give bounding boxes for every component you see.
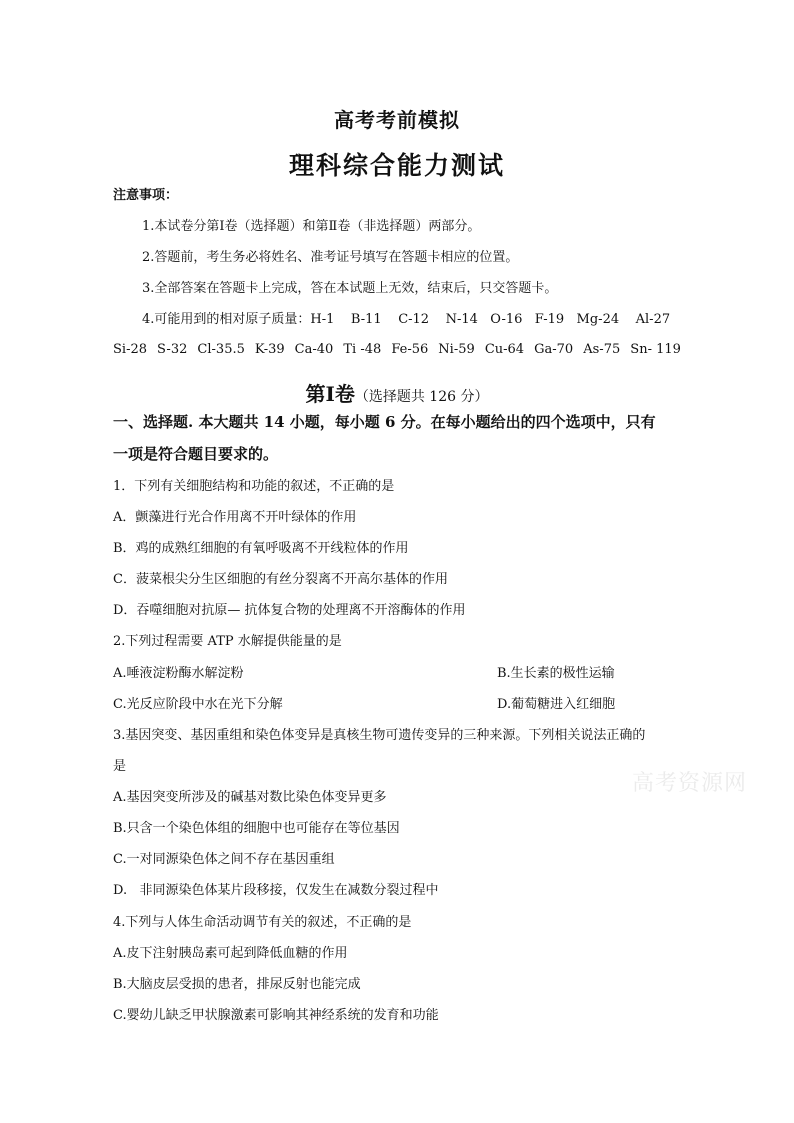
section-title [0,378,794,407]
atom-mass: As-75 [583,342,621,357]
notice-item-3: 3.全部答案在答题卡上完成，答在本试题上无效，结束后，只交答题卡。 [142,281,558,296]
q4-option-c: C.婴幼儿缺乏甲状腺激素可影响其神经系统的发育和功能 [113,1008,439,1023]
q1-option-b: B．鸡的成熟红细胞的有氧呼吸离不开线粒体的作用 [113,541,409,556]
q4-option-b: B.大脑皮层受损的患者，排尿反射也能完成 [113,977,361,992]
q3-option-c: C.一对同源染色体之间不存在基因重组 [113,852,335,867]
q4-option-a: A.皮下注射胰岛素可起到降低血糖的作用 [113,946,348,961]
q1-option-d: D．吞噬细胞对抗原— 抗体复合物的处理离不开溶酶体的作用 [113,603,466,618]
section-instruction-line2: 一项是符合题目要求的。 [113,445,279,463]
q3-stem-line1: 3.基因突变、基因重组和染色体变异是真核生物可遗传变异的三种来源。下列相关说法正确的 [113,728,646,743]
atom-mass: Ti -48 [343,342,382,357]
q3-option-d: D. 非同源染色体某片段移接，仅发生在减数分裂过程中 [113,883,439,898]
q3-option-b: B.只含一个染色体组的细胞中也可能存在等位基因 [113,821,400,836]
q3-option-a: A.基因突变所涉及的碱基对数比染色体变异更多 [113,790,387,805]
atom-mass: Ca-40 [294,342,334,357]
atom-mass: Cu-64 [484,342,525,357]
q2-option-b: B.生长素的极性运输 [497,666,615,681]
watermark: 高考资源网 [632,771,748,796]
q3-stem-line2: 是 [113,759,127,774]
atom-mass: Ni-59 [438,342,475,357]
q4-stem: 4.下列与人体生命活动调节有关的叙述，不正确的是 [113,915,412,930]
q2-option-d: D.葡萄糖进入红细胞 [497,697,616,712]
atomic-mass-list [113,342,681,357]
exam-subtitle: 高考考前模拟 [334,108,460,132]
atom-mass: S-32 [157,342,188,357]
exam-title: 理科综合能力测试 [288,151,505,180]
q2-option-a: A.唾液淀粉酶水解淀粉 [113,666,244,681]
atom-mass: Ga-70 [534,342,574,357]
q1-stem: 1．下列有关细胞结构和功能的叙述，不正确的是 [113,479,395,494]
q2-option-c: C.光反应阶段中水在光下分解 [113,697,283,712]
atom-mass: K-39 [254,342,285,357]
section-title-main: 第Ⅰ卷 [305,382,355,406]
atom-mass: Sn- 119 [630,342,681,357]
q2-stem: 2.下列过程需要 ATP 水解提供能量的是 [113,634,342,649]
notice-item-2: 2.答题前，考生务必将姓名、准考证号填写在答题卡相应的位置。 [142,250,519,265]
atom-mass: Si-28 [113,342,147,357]
notice-item-1: 1.本试卷分第Ⅰ卷（选择题）和第Ⅱ卷（非选择题）两部分。 [142,219,481,234]
notice-item-4: 4.可能用到的相对原子质量：H-1 B-11 C-12 N-14 O-16 F-19 Mg-24 Al-27 [142,312,671,327]
q1-option-a: A．颤藻进行光合作用离不开叶绿体的作用 [113,510,357,525]
atom-mass: Fe-56 [391,342,429,357]
section-instruction-line1: 一、选择题. 本大题共 14 小题，每小题 6 分。在每小题给出的四个选项中，只有 [113,413,656,431]
q1-option-c: C．菠菜根尖分生区细胞的有丝分裂离不开高尔基体的作用 [113,572,448,587]
notice-heading: 注意事项： [113,188,179,203]
atom-mass: Cl-35.5 [197,342,245,357]
section-title-note: （选择题共 126 分） [354,389,489,405]
